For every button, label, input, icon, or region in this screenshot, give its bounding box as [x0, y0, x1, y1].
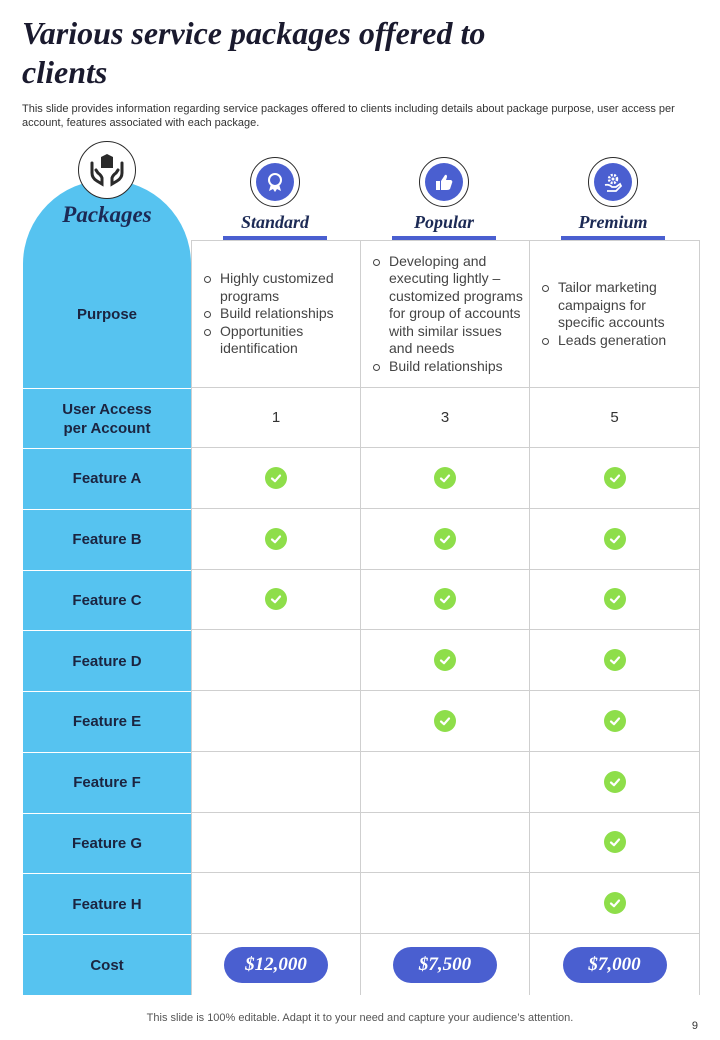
feature-cell [191, 509, 361, 570]
checkmark-icon [434, 467, 456, 489]
cost-cell-standard [191, 934, 361, 995]
purpose-list [371, 253, 529, 376]
list-item: Opportunities identification [202, 323, 352, 358]
thumbs-up-icon [419, 157, 469, 207]
row-label-feature: Feature A [23, 448, 191, 509]
packages-heading: Packages [62, 202, 152, 227]
checkmark-icon [434, 649, 456, 671]
feature-cell [191, 691, 361, 752]
cost-cell-popular [361, 934, 530, 995]
feature-cell [530, 813, 700, 874]
list-item: Build relationships [371, 358, 529, 376]
row-label-cost: Cost [23, 934, 191, 995]
column-header-standard: Standard [240, 212, 310, 232]
checkmark-icon [434, 528, 456, 550]
feature-cell [530, 570, 700, 631]
page-title: Various service packages offered to clients [22, 15, 486, 90]
checkmark-icon [434, 710, 456, 732]
checkmark-icon [604, 892, 626, 914]
checkmark-icon [604, 831, 626, 853]
footer-note: This slide is 100% editable. Adapt it to your need and capture your audience’s attention. [146, 1012, 574, 1024]
feature-cell [361, 630, 530, 691]
feature-cell [530, 448, 700, 509]
checkmark-icon [265, 467, 287, 489]
row-label-feature: Feature G [23, 813, 191, 874]
list-item: Build relationships [202, 305, 352, 323]
purpose-cell-standard [191, 240, 361, 388]
row-label-feature: Feature E [23, 691, 191, 752]
gear-hand-icon [588, 157, 638, 207]
checkmark-icon [265, 588, 287, 610]
list-item: Leads generation [540, 332, 688, 350]
feature-cell [361, 570, 530, 631]
row-label-feature: Feature H [23, 873, 191, 934]
price-badge: $7,000 [563, 947, 667, 983]
row-label-user-access: User Access per Account [23, 388, 191, 448]
list-item: Tailor marketing campaigns for specific accounts [540, 279, 688, 332]
feature-cell [191, 448, 361, 509]
checkmark-icon [604, 649, 626, 671]
checkmark-icon [434, 588, 456, 610]
price-badge: $12,000 [224, 947, 328, 983]
access-cell-standard: 1 [191, 388, 361, 448]
checkmark-icon [604, 710, 626, 732]
row-label-feature: Feature D [23, 630, 191, 691]
cost-cell-premium [530, 934, 700, 995]
purpose-cell-popular [361, 240, 530, 388]
feature-cell [530, 630, 700, 691]
feature-cell [191, 813, 361, 874]
column-header-premium: Premium [578, 212, 648, 232]
feature-cell [191, 630, 361, 691]
hands-box-icon [78, 141, 136, 199]
feature-cell [191, 570, 361, 631]
feature-cell [361, 752, 530, 813]
row-label-feature: Feature C [23, 570, 191, 631]
feature-cell [530, 509, 700, 570]
feature-cell [530, 752, 700, 813]
row-label-feature: Feature F [23, 752, 191, 813]
feature-cell [361, 813, 530, 874]
row-label-feature: Feature B [23, 509, 191, 570]
row-label-purpose: Purpose [76, 305, 137, 323]
list-item: Developing and executing lightly – customized programs for group of accounts with similar issues and needs [371, 253, 529, 358]
feature-cell [191, 752, 361, 813]
award-ribbon-icon [250, 157, 300, 207]
feature-cell [530, 873, 700, 934]
feature-cell [361, 448, 530, 509]
purpose-cell-premium [530, 240, 700, 388]
feature-cell [530, 691, 700, 752]
purpose-list [540, 279, 688, 349]
price-badge: $7,500 [393, 947, 497, 983]
access-cell-popular: 3 [361, 388, 530, 448]
checkmark-icon [604, 588, 626, 610]
access-cell-premium: 5 [530, 388, 700, 448]
feature-cell [361, 873, 530, 934]
purpose-list [202, 270, 352, 358]
page-number: 9 [691, 1020, 698, 1032]
list-item: Highly customized programs [202, 270, 352, 305]
checkmark-icon [265, 528, 287, 550]
page-subtitle: This slide provides information regarding service packages offered to clients including details about package purpose, user access per account, features associated with each package. [22, 103, 675, 129]
checkmark-icon [604, 467, 626, 489]
checkmark-icon [604, 771, 626, 793]
column-header-popular: Popular [413, 212, 474, 232]
feature-cell [191, 873, 361, 934]
feature-cell [361, 509, 530, 570]
checkmark-icon [604, 528, 626, 550]
feature-cell [361, 691, 530, 752]
